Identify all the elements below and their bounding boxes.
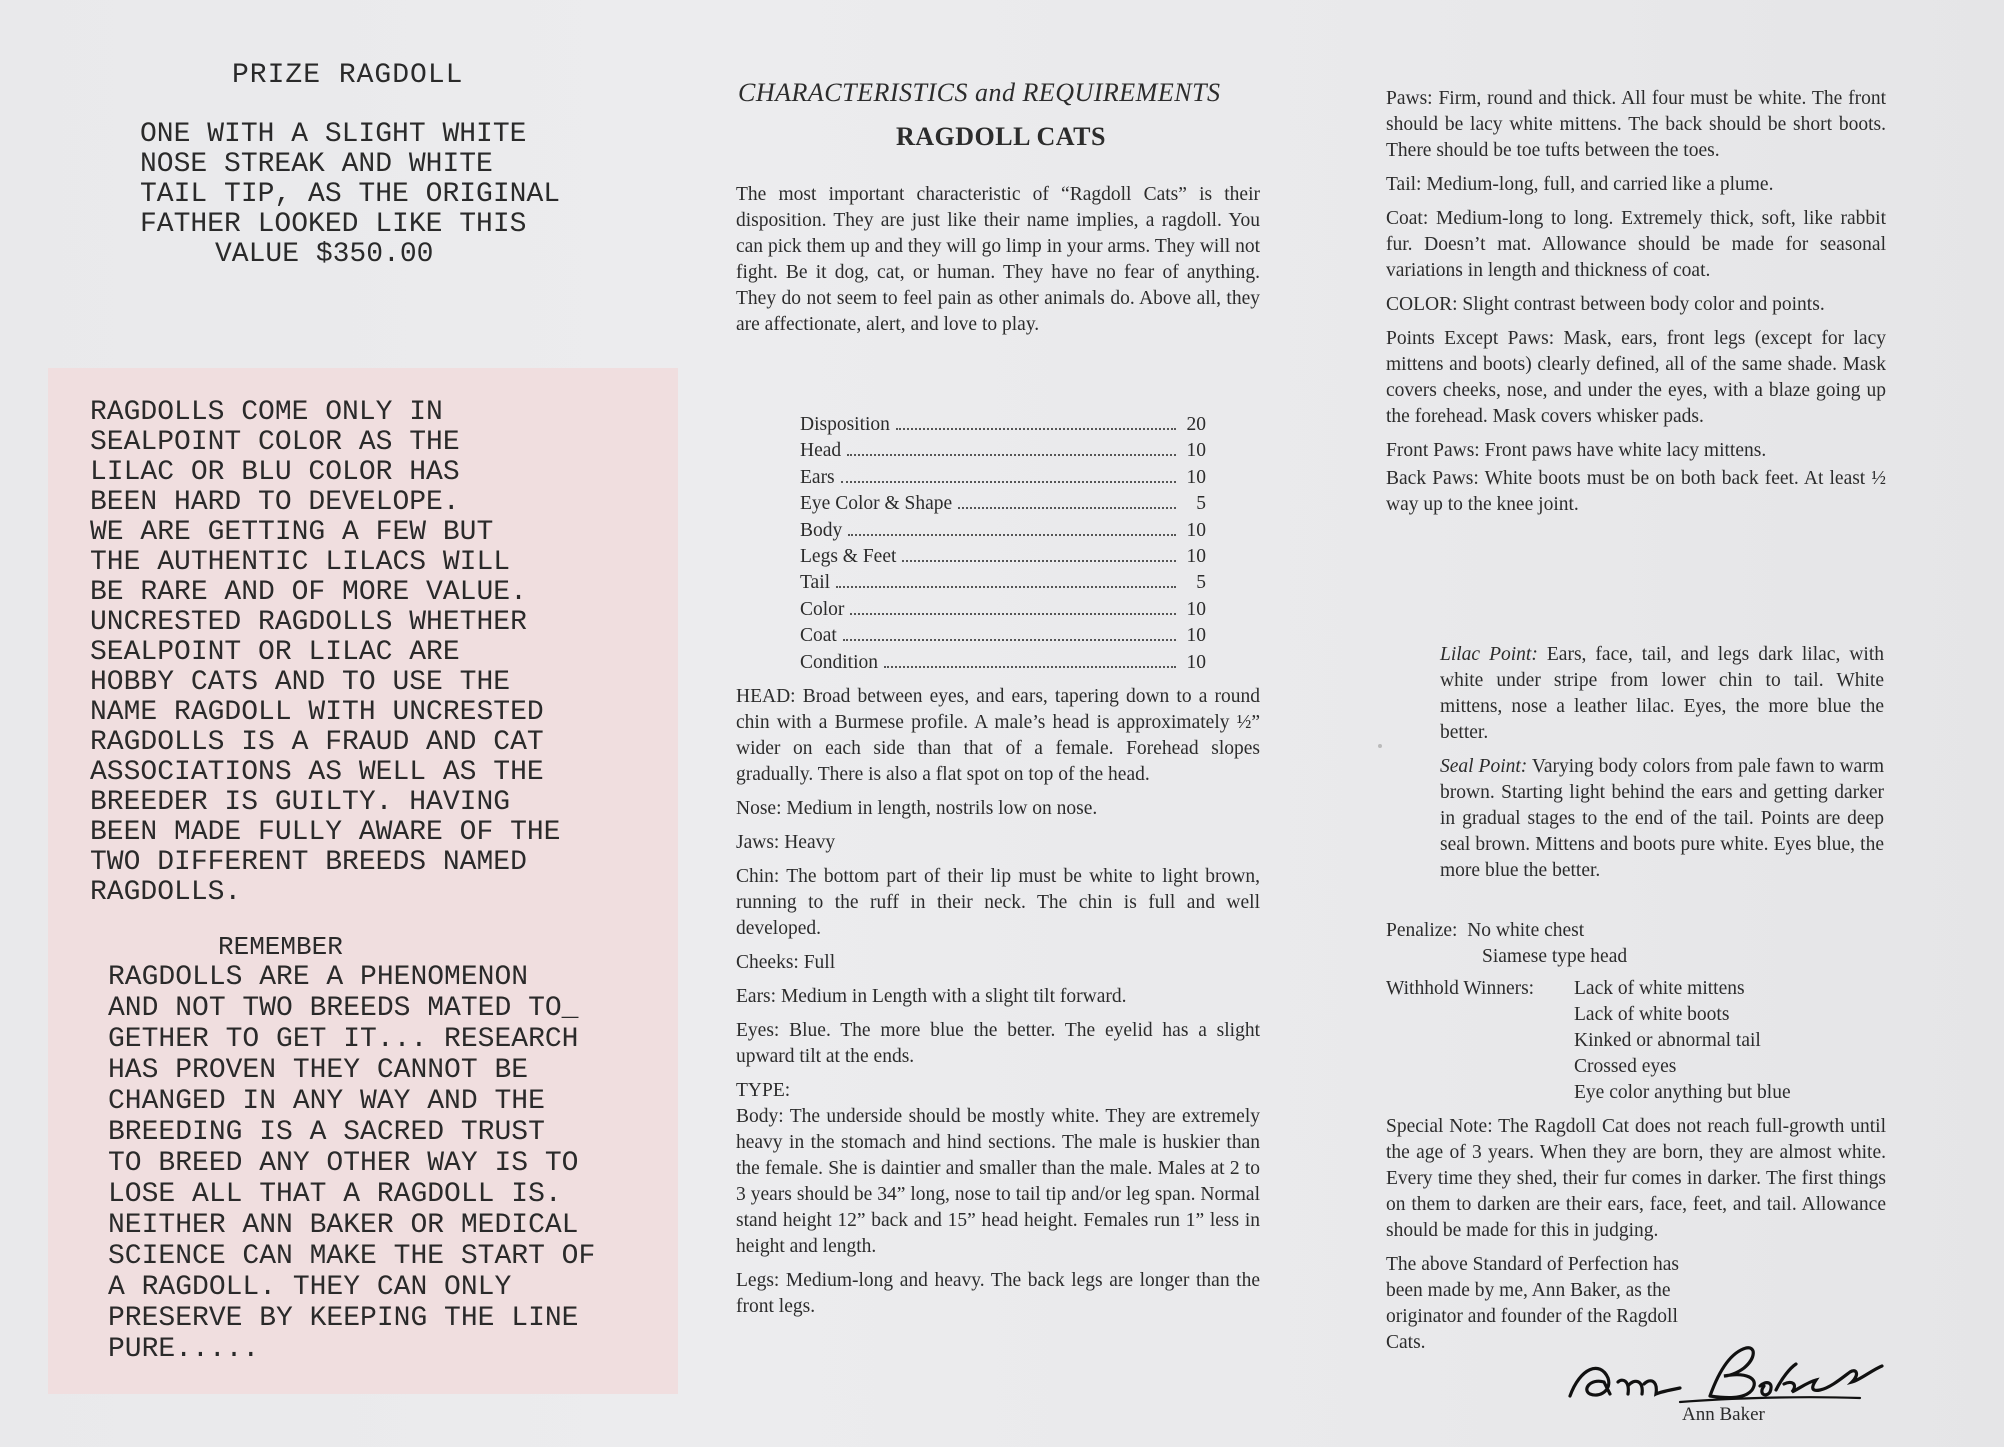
points-row (800, 518, 1206, 544)
withhold-item: Eye color anything but blue (1574, 1082, 1791, 1103)
body-paragraph: Body: The underside should be mostly white. They are extremely heavy in the stomach and hind sections. The male is huskier than the female. She is daintier and smaller than the male. Males at 2 to 3 years should be 34” long, nose to tail tip and/or leg span. Normal stand height 12” back and 15” head height. Females run 1” less in height and length. (736, 1106, 1260, 1257)
paper-speck (1378, 744, 1382, 748)
penalize-item: Siamese type head (1482, 946, 1628, 967)
points-value: 10 (1186, 519, 1206, 541)
notice-line: ASSOCIATIONS AS WELL AS THE (90, 757, 544, 788)
points-label: Eye Color & Shape (800, 493, 953, 515)
notice-line: BE RARE AND OF MORE VALUE. (90, 577, 527, 608)
penalize-item: No white chest (1467, 920, 1585, 941)
tail-paragraph: Tail: Medium-long, full, and carried like a plume. (1386, 174, 1774, 195)
points-row (800, 465, 1206, 491)
points-except-paragraph: Points Except Paws: Mask, ears, front legs (except for lacy mittens and boots) clearly defined, all of the same shade. Mask covers cheeks, nose, and under the eyes, with a blaze going up the forehead. Mask covers whisker pads. (1386, 328, 1886, 427)
head-paragraph: HEAD: Broad between eyes, and ears, tapering down to a round chin with a Burmese profile. A male’s head is approximately ½” wider on each side than that of a female. Forehead slopes gradually. There is also a flat spot on top of the head. (736, 686, 1260, 785)
coat-paragraph: Coat: Medium-long to long. Extremely thick, soft, like rabbit fur. Doesn’t mat. Allowance should be made for seasonal variations in length and thickness of coat. (1386, 208, 1886, 281)
paws-paragraph: Paws: Firm, round and thick. All four must be white. The front should be lacy white mittens. The back should be short boots. There should be toe tufts between the toes. (1386, 88, 1886, 161)
remember-line: AND NOT TWO BREEDS MATED TO_ (108, 993, 579, 1024)
points-row (800, 412, 1206, 438)
notice-line: UNCRESTED RAGDOLLS WHETHER (90, 607, 527, 638)
points-value: 10 (1186, 440, 1206, 462)
notice-line: THE AUTHENTIC LILACS WILL (90, 547, 511, 578)
points-value: 10 (1186, 598, 1206, 620)
points-row (800, 650, 1206, 676)
withhold-item: Lack of white mittens (1574, 978, 1745, 999)
prize-line: FATHER LOOKED LIKE THIS (140, 209, 527, 240)
points-value: 20 (1186, 414, 1206, 435)
notice-line: BEEN HARD TO DEVELOPE. (90, 487, 460, 518)
penalize-list (1386, 918, 1627, 970)
points-label: Head (800, 440, 842, 462)
remember-line: PRESERVE BY KEEPING THE LINE (108, 1303, 579, 1334)
lilac-point-label: Lilac Point: (1440, 644, 1538, 665)
notice-line: HOBBY CATS AND TO USE THE (90, 667, 511, 698)
standard-intro (736, 182, 1260, 346)
eyes-paragraph: Eyes: Blue. The more blue the better. The eyelid has a slight upward tilt at the ends. (736, 1020, 1260, 1067)
handwritten-signature (1560, 1338, 1890, 1410)
notice-line: TWO DIFFERENT BREEDS NAMED (90, 847, 527, 878)
standard-heading: CHARACTERISTICS and REQUIREMENTS (738, 78, 1221, 107)
points-label: Disposition (800, 414, 890, 435)
notice-line: SEALPOINT COLOR AS THE (90, 427, 460, 458)
closing-paragraph: The above Standard of Perfection has been made by me, Ann Baker, as the originator and founder of the Ragdoll Cats. (1386, 1254, 1679, 1353)
points-row (800, 491, 1206, 517)
points-value: 5 (1196, 572, 1206, 594)
notice-line: BREEDER IS GUILTY. HAVING (90, 787, 511, 818)
points-row (800, 438, 1206, 464)
remember-line: A RAGDOLL. THEY CAN ONLY (108, 1272, 512, 1303)
type-heading: TYPE: (736, 1080, 791, 1101)
points-label: Coat (800, 625, 837, 647)
seal-point-label: Seal Point: (1440, 756, 1528, 777)
seal-point-text: Varying body colors from pale fawn to warm brown. Starting light behind the ears and getting darker in gradual stages to the end of the tail. Points are deep seal brown. Mittens and boots pure white. Eyes blue, the more blue the better. (1440, 756, 1884, 881)
notice-line: RAGDOLLS COME ONLY IN (90, 397, 443, 428)
points-label: Color (800, 598, 845, 620)
notice-line: RAGDOLLS IS A FRAUD AND CAT (90, 727, 544, 758)
remember-line: HAS PROVEN THEY CANNOT BE (108, 1055, 529, 1086)
prize-value: VALUE $350.00 (215, 239, 434, 270)
prize-title: PRIZE RAGDOLL (232, 60, 464, 91)
notice-line: LILAC OR BLU COLOR HAS (90, 457, 460, 488)
remember-line: PURE..... (108, 1334, 260, 1365)
points-label: Ears (800, 466, 835, 488)
remember-line: RAGDOLLS ARE A PHENOMENON (108, 962, 529, 993)
seal-point-block (1440, 754, 1884, 892)
points-label: Condition (800, 651, 879, 673)
prize-line: ONE WITH A SLIGHT WHITE (140, 119, 527, 150)
standard-right-top (1386, 86, 1886, 526)
notice-line: WE ARE GETTING A FEW BUT (90, 517, 494, 548)
remember-line: TO BREED ANY OTHER WAY IS TO (108, 1148, 579, 1179)
points-label: Legs & Feet (800, 546, 897, 568)
jaws-paragraph: Jaws: Heavy (736, 832, 836, 853)
cheeks-paragraph: Cheeks: Full (736, 952, 836, 973)
points-value: 10 (1186, 651, 1206, 673)
notice-line: NAME RAGDOLL WITH UNCRESTED (90, 697, 544, 728)
remember-line: NEITHER ANN BAKER OR MEDICAL (108, 1210, 579, 1241)
intro-paragraph: The most important characteristic of “Ragdoll Cats” is their disposition. They are just like their name implies, a ragdoll. You can pick them up and they will go limp in your arms. They will not fight. Be it dog, cat, or human. They have no fear of anything. They do not seem to feel pain as other animals do. Above all, they are affectionate, alert, and love to play. (736, 184, 1260, 335)
prize-line: TAIL TIP, AS THE ORIGINAL (140, 179, 561, 210)
withhold-label: Withhold Winners: (1386, 978, 1535, 999)
special-note-paragraph: Special Note: The Ragdoll Cat does not reach full-growth until the age of 3 years. When they are born, they are almost white. Every time they shed, their fur comes in darker. The first things on them to darken are their ears, face, feet, and tail. Allowance should be made for this in judging. (1386, 1116, 1886, 1241)
standard-subheading: RAGDOLL CATS (896, 122, 1106, 151)
points-row (800, 570, 1206, 596)
penalize-label: Penalize: (1386, 920, 1458, 941)
nose-paragraph: Nose: Medium in length, nostrils low on nose. (736, 798, 1098, 819)
points-row (800, 544, 1206, 570)
signature-name: Ann Baker (1682, 1404, 1765, 1425)
lilac-point-block (1440, 642, 1884, 754)
remember-line: GETHER TO GET IT... RESEARCH (108, 1024, 579, 1055)
notice-line: SEALPOINT OR LILAC ARE (90, 637, 460, 668)
standard-details (736, 684, 1260, 1328)
prize-line: NOSE STREAK AND WHITE (140, 149, 493, 180)
withhold-item: Crossed eyes (1574, 1056, 1677, 1077)
color-paragraph: COLOR: Slight contrast between body color and points. (1386, 294, 1825, 315)
points-value: 10 (1186, 546, 1206, 568)
ears-paragraph: Ears: Medium in Length with a slight tilt forward. (736, 986, 1127, 1007)
withhold-list (1386, 976, 1791, 1106)
legs-paragraph: Legs: Medium-long and heavy. The back legs are longer than the front legs. (736, 1270, 1260, 1317)
remember-heading: REMEMBER (218, 932, 343, 962)
points-table (800, 412, 1206, 676)
chin-paragraph: Chin: The bottom part of their lip must be white to light brown, running to the ruff in their neck. The chin is full and well developed. (736, 866, 1260, 939)
front-paws-paragraph: Front Paws: Front paws have white lacy mittens. (1386, 440, 1767, 461)
remember-line: CHANGED IN ANY WAY AND THE (108, 1086, 545, 1117)
withhold-item: Kinked or abnormal tail (1574, 1030, 1761, 1051)
points-row (800, 597, 1206, 623)
remember-line: LOSE ALL THAT A RAGDOLL IS. (108, 1179, 562, 1210)
prize-description (140, 120, 560, 270)
remember-line: BREEDING IS A SACRED TRUST (108, 1117, 545, 1148)
points-value: 10 (1186, 466, 1206, 488)
points-label: Body (800, 519, 843, 541)
standard-right-bottom (1386, 1114, 1886, 1364)
points-label: Tail (800, 572, 831, 594)
lilac-point-text: Ears, face, tail, and legs dark lilac, with white under stripe from lower chin to tail. White mittens, nose a leather lilac. Eyes, the more blue the better. (1440, 644, 1885, 743)
points-value: 10 (1186, 625, 1206, 647)
remember-text (108, 962, 595, 1365)
points-row (800, 623, 1206, 649)
withhold-item: Lack of white boots (1574, 1004, 1730, 1025)
remember-line: SCIENCE CAN MAKE THE START OF (108, 1241, 596, 1272)
notice-text (90, 398, 560, 908)
notice-line: RAGDOLLS. (90, 877, 242, 908)
notice-line: BEEN MADE FULLY AWARE OF THE (90, 817, 561, 848)
points-value: 5 (1196, 493, 1206, 515)
back-paws-paragraph: Back Paws: White boots must be on both back feet. At least ½ way up to the knee joint. (1386, 468, 1886, 515)
